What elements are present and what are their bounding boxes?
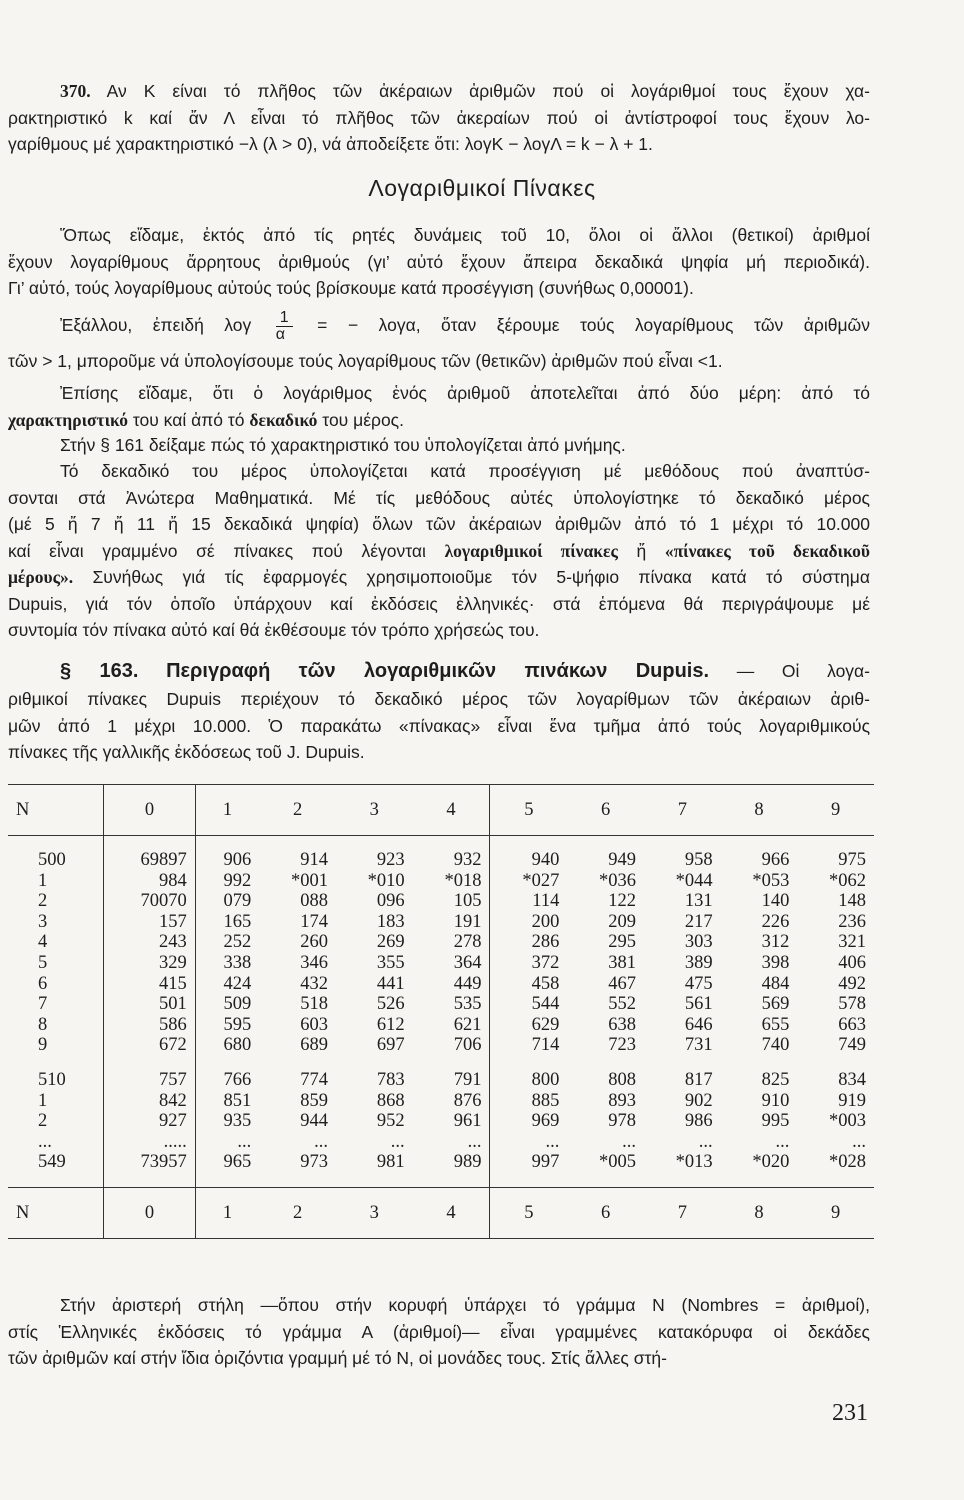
intro-line: Ὅπως εἴδαμε, ἐκτός ἀπό τίς ρητές δυνάμεις τοῦ 10, ὅλοι οἱ ἄλλοι (θετικοί) ἀριθμοί (60, 225, 870, 245)
table-cell: 595 (223, 1014, 252, 1035)
table-header-cell: 9 (797, 785, 874, 836)
table-cell: ... (698, 1131, 713, 1152)
table-cell: 740 (761, 1035, 790, 1056)
table-cell: 569 (761, 994, 790, 1015)
table-cell: 449 (453, 973, 482, 994)
table-cell: 949 (608, 850, 636, 870)
table-cell: 510 (8, 1070, 104, 1091)
table-cell: 398 (761, 952, 790, 973)
table-cell: 757 (104, 1070, 195, 1091)
table-row (8, 994, 874, 1015)
table-cell: 859 (300, 1090, 328, 1111)
table-row (8, 1070, 874, 1091)
section-sign: § 163. (60, 660, 139, 682)
section-title: Περιγραφή τῶν λογαριθμικῶν πινάκων Dupuis. (166, 660, 710, 682)
table-header-cell: 5 (490, 785, 567, 836)
table-row (8, 912, 874, 933)
table-cell: 518 (300, 994, 328, 1015)
table-cell: 766 (223, 1069, 252, 1090)
intro-line: (μέ 5 ἤ 7 ἤ 11 ἤ 15 δεκαδικά ψηφία) ὅλων τῶν ἀκέραιων ἀριθμῶν ἀπό τό 1 μέχρι τό 10.000 (8, 514, 870, 534)
table-cell: 389 (684, 952, 713, 973)
table-cell: 646 (684, 1014, 713, 1035)
table-header-cell: N (8, 785, 104, 836)
table-cell: 492 (838, 973, 866, 994)
table-cell: 975 (838, 850, 866, 870)
table-cell: 981 (376, 1152, 405, 1173)
table-cell: ... (314, 1131, 328, 1152)
table-header-cell: 5 (490, 1187, 567, 1238)
table-cell: 902 (684, 1090, 713, 1111)
table-cell: 655 (761, 1014, 790, 1035)
intro-line: Στήν § 161 δείξαμε πώς τό χαρακτηριστικό του ὑπολογίζεται ἀπό μνήμης. (60, 435, 626, 455)
table-header-cell: 3 (336, 1187, 413, 1238)
table-cell: 2 (8, 891, 104, 912)
table-cell: 2 (8, 1111, 104, 1132)
table-cell: 329 (104, 953, 195, 974)
table-cell: *020 (752, 1152, 790, 1173)
table-header-cell: 1 (195, 785, 259, 836)
exercise-line-1: 370. Αν Κ είναι τό πλῆθος τῶν ἀκέραιων ἀριθμῶν πού οἱ λογάριθμοί τους ἔχουν χα- (60, 81, 870, 101)
table-cell: 243 (104, 932, 195, 953)
table-cell: 791 (453, 1069, 482, 1090)
table-cell: 906 (223, 850, 252, 870)
table-cell: 965 (223, 1152, 252, 1173)
table-cell: 131 (684, 891, 713, 912)
intro-line: σονται στά Ἀνώτερα Μαθηματικά. Μέ τίς μεθόδους αὐτές ὑπολογίστηκε τό δεκαδικό μέρος (8, 487, 870, 508)
table-cell: 919 (838, 1090, 866, 1111)
table-cell: ... (852, 1131, 866, 1152)
table-cell: *013 (675, 1152, 713, 1173)
table-cell: 944 (300, 1111, 328, 1132)
table-cell: 458 (490, 974, 567, 995)
table-cell: 966 (761, 850, 790, 870)
table-cell: ... (390, 1131, 405, 1152)
table-cell: 969 (490, 1111, 567, 1132)
fraction: $\frac{1}{\alpha}$ (276, 310, 293, 343)
table-cell: 731 (684, 1035, 713, 1056)
table-cell: 612 (376, 1014, 405, 1035)
table-row (8, 1132, 874, 1153)
table-cell: *044 (675, 870, 713, 891)
table-cell: 544 (490, 994, 567, 1015)
table-cell: 986 (684, 1111, 713, 1132)
intro-line: ἔχουν λογαρίθμους ἄρρητους ἀριθμούς (γι’ αὐτό ἔχουν ἄπειρα δεκαδικά ψηφία μή περιοδικά). (8, 251, 870, 272)
table-cell: 800 (490, 1070, 567, 1091)
table-cell: 269 (376, 932, 405, 953)
table-cell: 586 (104, 1015, 195, 1036)
table-header-cell: 0 (104, 1187, 195, 1238)
table-cell: 312 (761, 932, 790, 953)
intro-line: τῶν > 1, μποροῦμε νά ὑπολογίσουμε τούς λογαρίθμους τῶν (θετικῶν) ἀριθμῶν πού εἶναι <1. (8, 351, 723, 371)
intro-line: Dupuis, γιά τόν ὁποῖο ὑπάρχουν καί ἐκδόσεις ἑλληνικές· στά ἑπόμενα θά περιγράψουμε μέ (8, 593, 870, 614)
table-cell: 3 (8, 912, 104, 933)
table-cell: 174 (300, 911, 328, 932)
table-cell: 851 (223, 1090, 252, 1111)
table-cell: 638 (608, 1014, 636, 1035)
table-gap (8, 1056, 874, 1070)
exercise-line-2: ρακτηριστικό k καί ἄν Λ εἶναι τό πλῆθος τῶν ἀκεραίων πού οἱ ἀντίστροφοί τους ἔχουν λο- (8, 107, 870, 128)
table-cell: ... (490, 1132, 567, 1153)
intro-line: μέρους». Συνήθως γιά τίς ἐφαρμογές χρησιμοποιοῦμε τόν 5-ψήφιο πίνακα κατά τό σύστημα (8, 567, 870, 587)
log-table-body (8, 785, 874, 1239)
table-cell: *053 (752, 870, 790, 891)
section-line: πίνακες τῆς γαλλικῆς ἐκδόσεως τοῦ J. Dupuis. (8, 742, 365, 762)
table-cell: 989 (453, 1152, 482, 1173)
table-row (8, 974, 874, 995)
table-header-cell: 2 (259, 785, 336, 836)
table-cell: 406 (838, 952, 866, 973)
table-cell: 364 (453, 952, 482, 973)
table-cell: 842 (104, 1091, 195, 1112)
table-cell: 140 (761, 891, 790, 912)
table-cell: 441 (376, 973, 405, 994)
intro-line: καί εἶναι γραμμένο σέ πίνακες πού λέγονται λογαριθμικοί πίνακες ἤ «πίνακες τοῦ δεκαδικοῦ (8, 540, 870, 561)
table-cell: 484 (761, 973, 790, 994)
table-header-cell: 7 (644, 1187, 721, 1238)
table-header-cell: 0 (104, 785, 195, 836)
table-cell: 217 (684, 911, 713, 932)
table-cell: 355 (376, 952, 405, 973)
table-cell: 876 (453, 1090, 482, 1111)
table-header-cell: 7 (644, 785, 721, 836)
intro-paragraph-4 (8, 432, 870, 459)
table-cell: 8 (8, 1015, 104, 1036)
section-heading: Λογαριθμικοί Πίνακες (368, 175, 596, 201)
table-cell: 910 (761, 1090, 790, 1111)
intro-line: χαρακτηριστικό του καί ἀπό τό δεκαδικό του μέρος. (8, 409, 404, 430)
table-cell: 183 (376, 911, 405, 932)
table-cell: 088 (300, 891, 328, 912)
table-footer-row (8, 1187, 874, 1238)
table-header-cell: 2 (259, 1187, 336, 1238)
table-cell: ..... (104, 1132, 195, 1153)
table-cell: 995 (761, 1111, 790, 1132)
table-cell: 346 (300, 952, 328, 973)
table-cell: 984 (104, 871, 195, 892)
table-cell: 105 (453, 891, 482, 912)
table-cell: 372 (490, 953, 567, 974)
section-line: ριθμικοί πίνακες Dupuis περιέχουν τό δεκαδικό μέρος τῶν λογαρίθμων τῶν ἀκέραιων ἀριθ- (8, 689, 870, 709)
table-cell: 958 (684, 850, 713, 870)
table-cell: ... (467, 1131, 482, 1152)
table-cell: 885 (490, 1091, 567, 1112)
table-cell: 096 (376, 891, 405, 912)
table-row (8, 891, 874, 912)
table-header-cell: 9 (797, 1187, 874, 1238)
table-row (8, 871, 874, 892)
table-cell: 868 (376, 1090, 405, 1111)
table-cell: 952 (376, 1111, 405, 1132)
table-cell: 680 (223, 1035, 252, 1056)
table-cell: *062 (829, 870, 866, 891)
table-cell: 252 (223, 932, 252, 953)
table-cell: 935 (223, 1111, 252, 1132)
table-cell: *036 (599, 870, 636, 891)
table-cell: 932 (453, 850, 482, 870)
table-cell: 509 (223, 994, 252, 1015)
table-cell: 749 (838, 1035, 866, 1056)
intro-paragraph-3 (8, 380, 870, 433)
table-cell: 5 (8, 953, 104, 974)
table-cell: 783 (376, 1069, 405, 1090)
table-cell: 561 (684, 994, 713, 1015)
table-cell: *003 (829, 1111, 866, 1132)
table-cell: 200 (490, 912, 567, 933)
table-cell: 578 (838, 994, 866, 1015)
section-163 (8, 656, 870, 766)
table-header-cell: 4 (413, 785, 490, 836)
table-cell: 940 (490, 836, 567, 871)
table-header-cell: 8 (721, 785, 798, 836)
table-cell: 415 (104, 974, 195, 995)
table-cell: *018 (444, 870, 482, 891)
table-cell: 165 (223, 911, 252, 932)
table-cell: 774 (300, 1069, 328, 1090)
table-cell: 714 (490, 1035, 567, 1056)
intro-line: Τό δεκαδικό του μέρος ὑπολογίζεται κατά προσέγγιση μέ μεθόδους πού ἀναπτύσ- (60, 461, 870, 481)
table-cell: 467 (608, 973, 636, 994)
table-cell: 7 (8, 994, 104, 1015)
table-header-cell: 6 (567, 1187, 644, 1238)
table-cell: 672 (104, 1035, 195, 1056)
table-cell: *005 (599, 1152, 636, 1173)
table-cell: 621 (453, 1014, 482, 1035)
table-cell: ... (8, 1132, 104, 1153)
table-cell: 535 (453, 994, 482, 1015)
exercise-370 (8, 78, 870, 158)
table-cell: 236 (838, 911, 866, 932)
table-cell: 278 (453, 932, 482, 953)
table-cell: 260 (300, 932, 328, 953)
table-row (8, 932, 874, 953)
table-cell: *027 (490, 871, 567, 892)
table-cell: 432 (300, 973, 328, 994)
table-cell: 992 (223, 870, 252, 891)
table-cell: 723 (608, 1035, 636, 1056)
table-cell: *010 (367, 870, 405, 891)
table-row (8, 1091, 874, 1112)
table-header-cell: 4 (413, 1187, 490, 1238)
closing-line: Στήν ἀριστερή στήλη —ὅπου στήν κορυφή ὑπάρχει τό γράμμα N (Nombres = ἀριθμοί), (60, 1295, 870, 1315)
table-header-cell: 8 (721, 1187, 798, 1238)
table-cell: 9 (8, 1035, 104, 1056)
table-cell: 914 (300, 850, 328, 870)
exercise-line-3: γαρίθμους μέ χαρακτηριστικό −λ (λ > 0), νά ἀποδείξετε ὅτι: λογΚ − λογΛ = k − λ + 1. (8, 134, 653, 154)
table-cell: 923 (376, 850, 405, 870)
table-cell: 825 (761, 1069, 790, 1090)
table-cell: 808 (608, 1069, 636, 1090)
table-cell: 629 (490, 1015, 567, 1036)
table-cell: 191 (453, 911, 482, 932)
intro-line: συντομία τόν πίνακα αὐτό καί θά ἐκθέσουμε τόν τρόπο χρήσεώς του. (8, 620, 540, 640)
table-cell: ... (237, 1131, 252, 1152)
intro-paragraph-1 (8, 222, 870, 302)
table-header-cell: 3 (336, 785, 413, 836)
table-cell: 321 (838, 932, 866, 953)
table-cell: 70070 (104, 891, 195, 912)
table-header-cell: 1 (195, 1187, 259, 1238)
table-cell: 697 (376, 1035, 405, 1056)
table-cell: 338 (223, 952, 252, 973)
table-cell: 549 (8, 1152, 104, 1187)
table-cell: 834 (838, 1069, 866, 1090)
exercise-number: 370. (60, 81, 91, 101)
table-cell: *001 (290, 870, 328, 891)
section-title-line: § 163. Περιγραφή τῶν λογαριθμικῶν πινάκων Dupuis. — Οἱ λογα- (60, 660, 870, 682)
table-row (8, 1015, 874, 1036)
table-header-cell: 6 (567, 785, 644, 836)
table-cell: 1 (8, 871, 104, 892)
table-cell: 927 (104, 1111, 195, 1132)
table-cell: 209 (608, 911, 636, 932)
page-number: 231 (832, 1400, 868, 1426)
table-cell: 148 (838, 891, 866, 912)
table-cell: ... (775, 1131, 790, 1152)
intro-line-fraction: Ἐξάλλου, ἐπειδή λογ $\frac{1}{\alpha}$ = − λογα, ὅταν ξέρουμε τούς λογαρίθμους τῶν ἀριθμῶν (60, 308, 870, 343)
closing-line: στίς Ἑλληνικές ἐκδόσεις τό γράμμα Α (ἀριθμοί)— εἶναι γραμμένες κατακόρυφα οἱ δεκάδες (8, 1321, 870, 1342)
table-cell: 475 (684, 973, 713, 994)
table-cell: 663 (838, 1014, 866, 1035)
table-cell: 114 (490, 891, 567, 912)
table-cell: ... (622, 1131, 636, 1152)
closing-paragraph (8, 1292, 870, 1372)
table-cell: 1 (8, 1091, 104, 1112)
table-cell: 706 (453, 1035, 482, 1056)
table-cell: 157 (104, 912, 195, 933)
table-cell: 295 (608, 932, 636, 953)
table-cell: 526 (376, 994, 405, 1015)
table-header-row (8, 785, 874, 836)
table-cell: 961 (453, 1111, 482, 1132)
table-row (8, 1111, 874, 1132)
table-cell: 286 (490, 932, 567, 953)
table-cell: 689 (300, 1035, 328, 1056)
table-row (8, 953, 874, 974)
table-cell: 122 (608, 891, 636, 912)
table-cell: 69897 (104, 836, 195, 871)
intro-line: Γι’ αὐτό, τούς λογαρίθμους αὐτούς τούς βρίσκουμε κατά προσέγγιση (συνήθως 0,00001). (8, 278, 694, 298)
section-line: μῶν ἀπό 1 μέχρι 10.000. Ὁ παρακάτω «πίνακας» εἶναι ἕνα τμῆμα ἀπό τούς λογαριθμικούς (8, 715, 870, 736)
intro-line: Ἐπίσης εἴδαμε, ὅτι ὁ λογάριθμος ἑνός ἀριθμοῦ ἀποτελεῖται ἀπό δύο μέρη: ἀπό τό (60, 383, 870, 403)
intro-paragraph-5 (8, 458, 870, 644)
log-table (8, 784, 874, 1239)
table-cell: *028 (829, 1152, 866, 1173)
closing-line: τῶν ἀριθμῶν καί στήν ἴδια ὁριζόντια γραμμή μέ τό N, οἱ μονάδες τους. Στίς ἄλλες στή- (8, 1348, 667, 1368)
intro-paragraph-2b (8, 348, 870, 375)
table-cell: 4 (8, 932, 104, 953)
table-cell: 817 (684, 1069, 713, 1090)
table-header-cell: N (8, 1187, 104, 1238)
table-cell: 500 (8, 836, 104, 871)
table-cell: 226 (761, 911, 790, 932)
table-cell: 893 (608, 1090, 636, 1111)
table-cell: 973 (300, 1152, 328, 1173)
table-cell: 6 (8, 974, 104, 995)
table-cell: 303 (684, 932, 713, 953)
table-cell: 997 (490, 1152, 567, 1187)
table-row (8, 1152, 874, 1187)
table-cell: 079 (223, 891, 252, 912)
table-row (8, 836, 874, 871)
table-row (8, 1035, 874, 1056)
table-cell: 552 (608, 994, 636, 1015)
table-cell: 501 (104, 994, 195, 1015)
table-cell: 73957 (104, 1152, 195, 1187)
table-cell: 424 (223, 973, 252, 994)
table-cell: 603 (300, 1014, 328, 1035)
table-cell: 381 (608, 952, 636, 973)
table-cell: 978 (608, 1111, 636, 1132)
intro-paragraph-2 (8, 308, 870, 343)
